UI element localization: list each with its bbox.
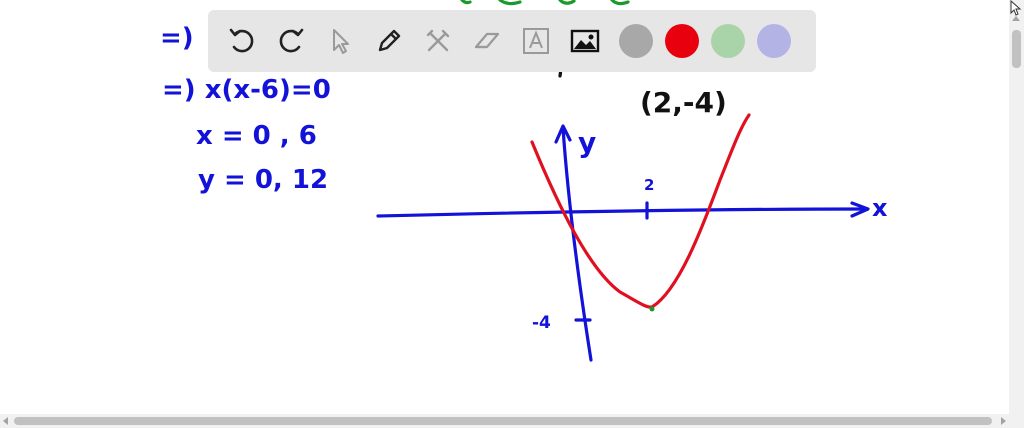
scroll-right-arrow-icon[interactable] bbox=[1001, 417, 1006, 425]
color-swatch-green[interactable] bbox=[711, 24, 745, 58]
undo-button[interactable] bbox=[222, 21, 262, 61]
color-swatch-red[interactable] bbox=[665, 24, 699, 58]
mouse-cursor-icon bbox=[1010, 0, 1022, 16]
scroll-left-arrow-icon[interactable] bbox=[3, 417, 8, 425]
redo-button[interactable] bbox=[271, 21, 311, 61]
tools-button[interactable] bbox=[418, 21, 458, 61]
vertex-point bbox=[650, 307, 655, 312]
image-button[interactable] bbox=[565, 21, 605, 61]
scroll-up-arrow-icon[interactable] bbox=[1012, 16, 1020, 21]
y-axis-line bbox=[563, 128, 591, 360]
eraser-button[interactable] bbox=[467, 21, 507, 61]
y-tick-label: -4 bbox=[532, 313, 551, 333]
vertical-scrollbar[interactable] bbox=[1009, 0, 1024, 428]
image-icon bbox=[570, 26, 600, 56]
tools-icon bbox=[423, 26, 453, 56]
x-intercepts-text: x = 0 , 6 bbox=[196, 121, 317, 151]
y-axis-label: y bbox=[578, 126, 597, 159]
drawing-toolbar bbox=[208, 10, 816, 72]
vertical-scroll-thumb[interactable] bbox=[1012, 30, 1021, 68]
redo-icon bbox=[276, 26, 306, 56]
pen-button[interactable] bbox=[369, 21, 409, 61]
horizontal-scroll-thumb[interactable] bbox=[14, 417, 992, 425]
undo-icon bbox=[227, 26, 257, 56]
color-swatch-gray[interactable] bbox=[619, 24, 653, 58]
x-axis-label: x bbox=[872, 194, 888, 222]
step1-text: =) bbox=[160, 23, 194, 53]
eraser-icon bbox=[472, 26, 502, 56]
text-box-icon bbox=[521, 26, 551, 56]
green-ink-scribble bbox=[462, 0, 628, 4]
x-tick-label: 2 bbox=[644, 176, 655, 194]
y-values-text: y = 0, 12 bbox=[198, 165, 329, 195]
pen-icon bbox=[374, 26, 404, 56]
vertex-label: (2,-4) bbox=[640, 86, 727, 119]
color-swatch-lavender[interactable] bbox=[757, 24, 791, 58]
horizontal-scrollbar[interactable] bbox=[0, 414, 1009, 428]
x-axis-line bbox=[378, 209, 866, 216]
factored-equation-text: =) x(x-6)=0 bbox=[162, 75, 331, 105]
select-button[interactable] bbox=[320, 21, 360, 61]
text-button[interactable] bbox=[516, 21, 556, 61]
select-pointer-icon bbox=[325, 26, 355, 56]
